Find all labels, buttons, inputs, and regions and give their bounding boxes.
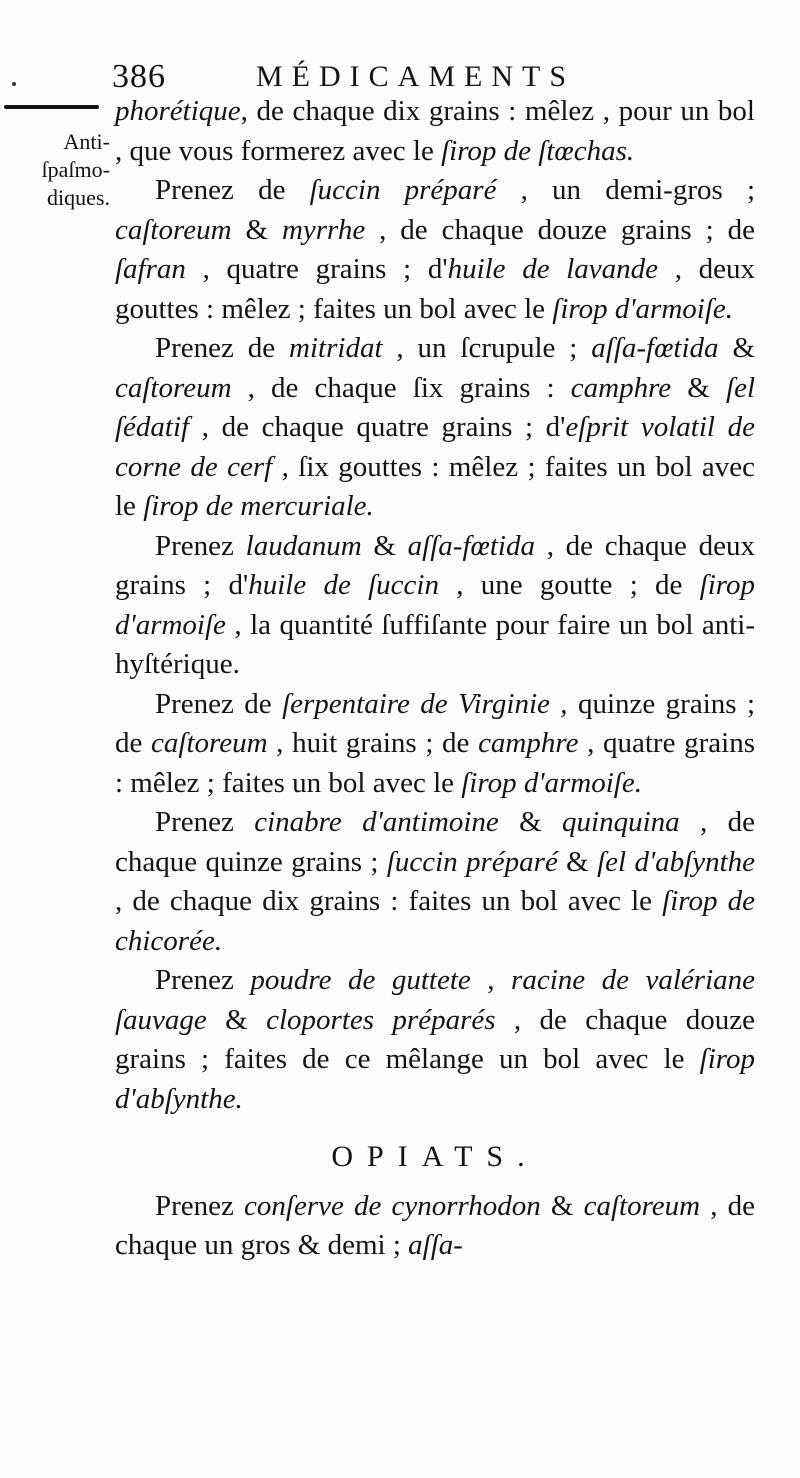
text-run: Prenez <box>155 529 246 562</box>
text-run: Prenez de <box>155 174 310 206</box>
text-run: Prenez de <box>155 687 283 720</box>
marginal-note-line: Anti- <box>63 129 110 154</box>
italic-term: laudanum <box>245 529 362 562</box>
text-run: , de chaque dix grains : mêlez , pour un bol , que vous formerez avec le <box>115 95 755 167</box>
italic-term: ſel ſédatif <box>115 371 756 443</box>
italic-term: ſirop d'armoiſe. <box>461 766 642 799</box>
italic-term: ſuccin préparé <box>309 174 497 206</box>
page-number: 386 <box>112 58 166 95</box>
text-run: , quatre grains ; d' <box>185 253 448 285</box>
text-run: & <box>718 332 756 364</box>
paragraph <box>115 92 755 171</box>
text-run: & <box>231 213 282 246</box>
text-run: , huit grains ; de <box>267 727 479 759</box>
italic-term: racine de valériane ſauvage <box>115 964 755 1036</box>
italic-term: caſtoreum <box>115 213 232 246</box>
italic-term: quinquina <box>562 806 680 838</box>
italic-term: ſirop d'abſynthe. <box>115 1043 755 1115</box>
marginal-note-line: diques. <box>47 185 110 210</box>
marginal-rule <box>4 105 99 109</box>
italic-term: ſuccin préparé <box>386 845 558 878</box>
italic-term: ſirop de mercuriale. <box>143 490 374 522</box>
text-run: , de chaque quinze grains ; <box>115 806 755 878</box>
italic-term: ſafran <box>115 253 186 285</box>
italic-term: poudre de guttete <box>250 964 471 996</box>
paragraph <box>115 803 755 961</box>
paragraph <box>115 1187 755 1266</box>
italic-term: camphre <box>478 727 579 759</box>
text-run: , <box>470 964 512 996</box>
text-run: , la quantité ſuffiſante pour faire un bol anti-hyſtérique. <box>115 608 755 680</box>
italic-term: mitridat <box>289 332 383 364</box>
italic-term: phorétique <box>115 95 241 127</box>
text-run: , un ſcrupule ; <box>382 332 592 364</box>
text-run: Prenez <box>155 964 251 996</box>
text-run: & <box>498 806 563 838</box>
marginal-note-line: ſpaſmo- <box>41 157 110 182</box>
italic-term: eſprit volatil de corne de cerf <box>115 411 755 483</box>
italic-term: ſirop d'armoiſe. <box>552 292 734 325</box>
text-run: & <box>361 529 408 562</box>
italic-term: huile de lavande <box>447 253 659 285</box>
italic-term: cinabre d'antimoine <box>254 806 499 838</box>
italic-term: ſirop d'armoiſe <box>115 569 755 641</box>
italic-term: aſſa-fœtida <box>407 529 535 562</box>
text-run: , quinze grains ; de <box>115 687 756 759</box>
text-run: , ſix gouttes : mêlez ; faites un bol avec le <box>115 450 755 522</box>
text-run: , de chaque deux grains ; d' <box>115 529 756 601</box>
marginal-note <box>0 128 110 212</box>
text-run: & <box>206 1003 267 1036</box>
italic-term: ſirop de ſtœchas. <box>441 134 635 167</box>
paragraph <box>115 527 755 685</box>
text-run: , de chaque un gros & demi ; <box>115 1189 755 1261</box>
italic-term: cloportes préparés <box>266 1003 496 1036</box>
italic-term: ſerpentaire de Virginie <box>282 687 550 720</box>
italic-term: conſerve de cynorrhodon <box>244 1189 541 1222</box>
paragraph <box>115 171 755 329</box>
section-title: OPIATS. <box>331 1140 539 1173</box>
text-run: & <box>557 845 598 878</box>
text-run: & <box>540 1189 584 1222</box>
text-run: , quatre grains : mêlez ; faites un bol avec le <box>115 727 755 799</box>
italic-term: ſirop de chicorée. <box>115 885 755 957</box>
text-run: , de chaque douze grains ; faites de ce mêlange un bol avec le <box>115 1003 756 1075</box>
body-text <box>115 92 755 1266</box>
text-run: , de chaque douze grains ; de <box>365 213 756 246</box>
text-run: , une goutte ; de <box>438 569 700 601</box>
italic-term: aſſa- <box>408 1229 463 1261</box>
text-run: Prenez <box>155 1189 245 1222</box>
italic-term: caſtoreum <box>115 371 232 404</box>
text-run: , deux gouttes : mêlez ; faites un bol avec le <box>115 253 755 325</box>
italic-term: caſtoreum <box>583 1189 701 1222</box>
italic-term: ſel d'abſynthe <box>597 845 755 878</box>
italic-term: huile de ſuccin <box>248 569 439 601</box>
text-run: , de chaque dix grains : faites un bol avec le <box>115 885 663 917</box>
paragraph <box>115 961 755 1119</box>
text-run: , un demi-gros ; <box>496 174 755 206</box>
italic-term: aſſa-fœtida <box>591 332 719 364</box>
paragraph <box>115 685 755 804</box>
italic-term: caſtoreum <box>151 727 268 759</box>
text-run: Prenez <box>155 806 255 838</box>
text-run: , de chaque quatre grains ; d' <box>189 411 566 443</box>
italic-term: myrrhe <box>281 213 366 246</box>
running-title: MÉDICAMENTS <box>256 60 576 93</box>
text-run: Prenez de <box>155 332 290 364</box>
italic-term: camphre <box>570 371 672 404</box>
paragraph <box>115 329 755 527</box>
text-run: , de chaque ſix grains : <box>231 371 571 404</box>
text-run: & <box>671 371 727 404</box>
